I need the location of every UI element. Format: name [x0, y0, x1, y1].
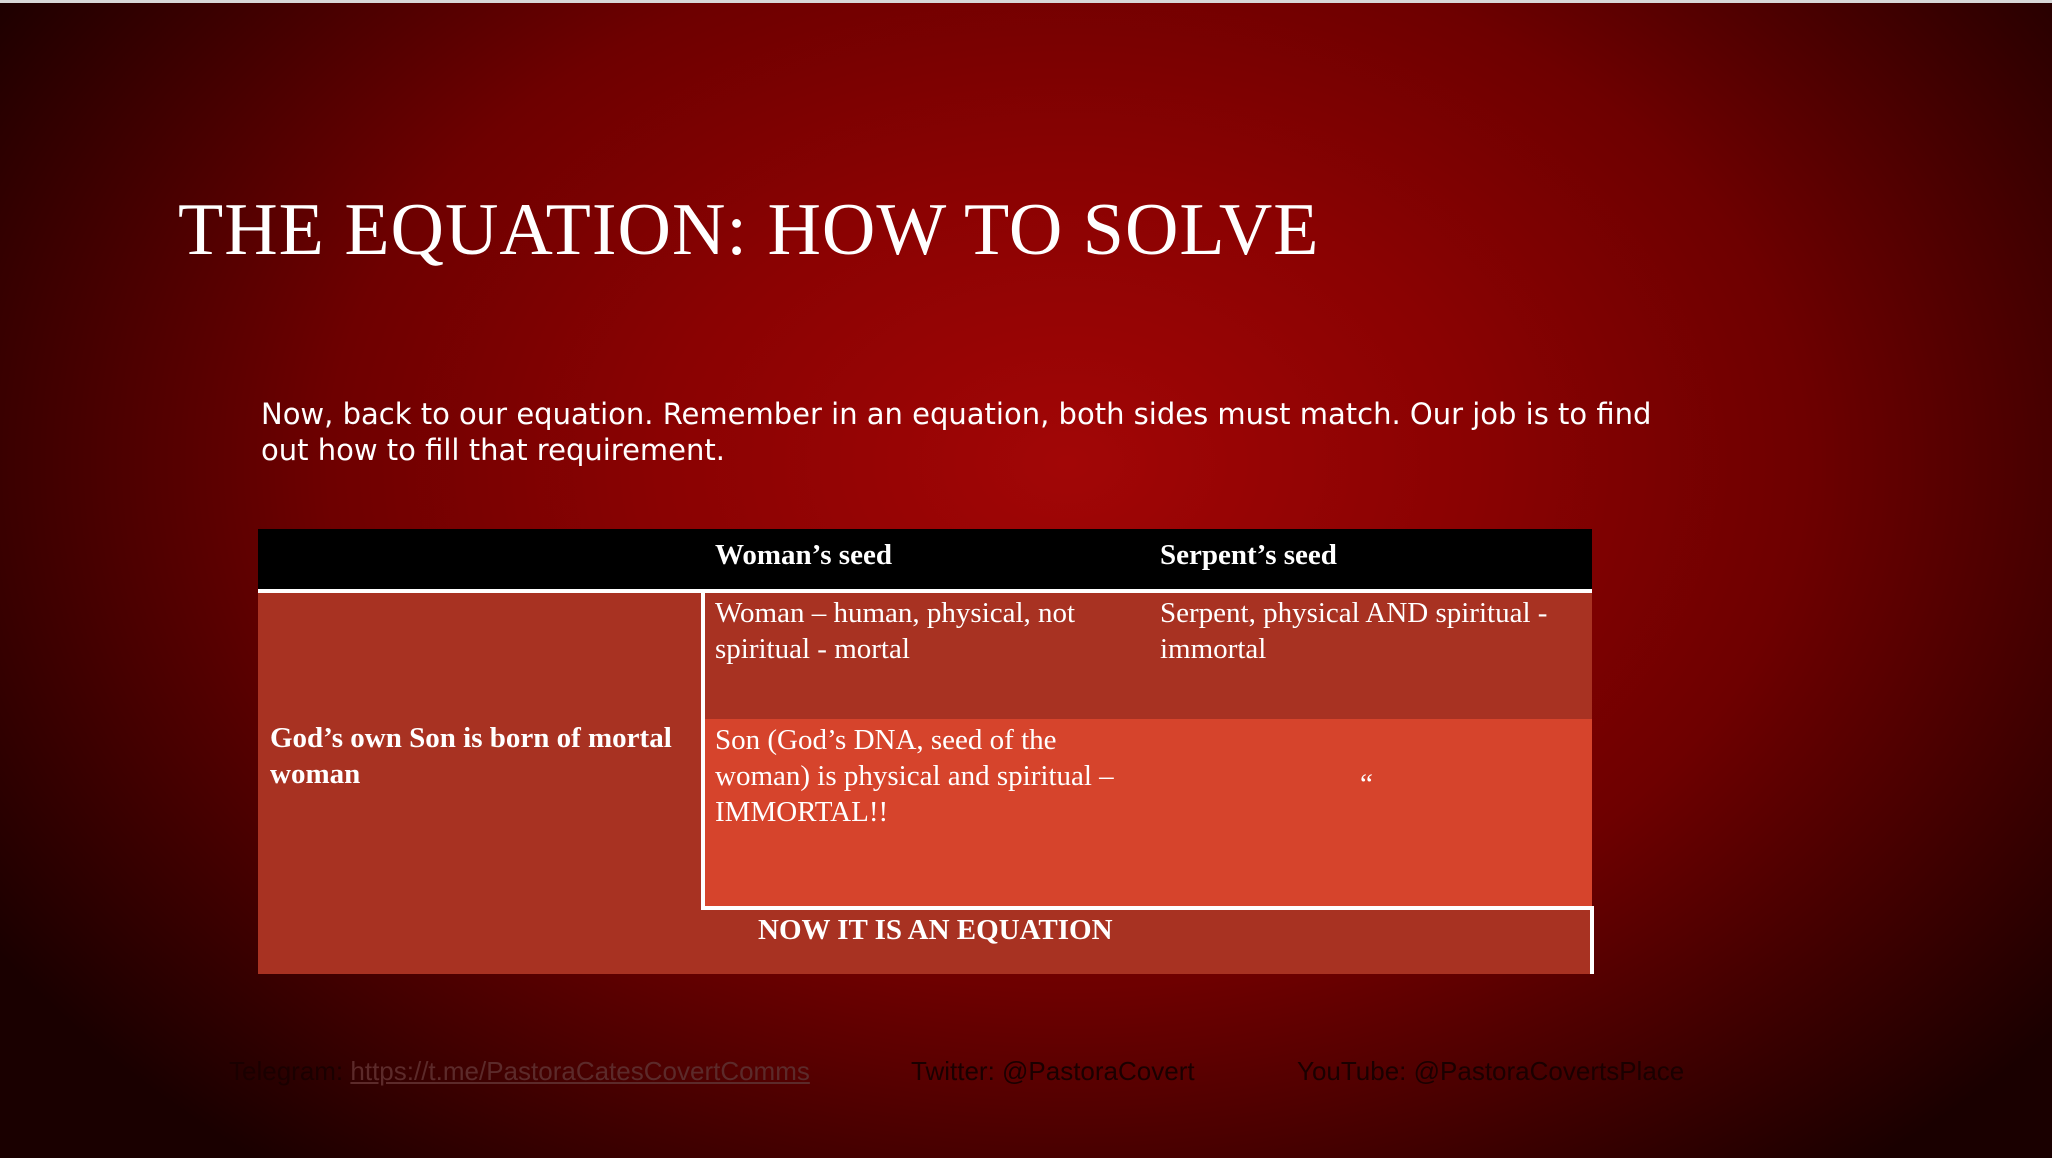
header-womans-seed: Woman’s seed [715, 539, 892, 571]
footer-twitter: Twitter: @PastoraCovert [911, 1056, 1195, 1086]
divider-line-top [258, 589, 1592, 593]
telegram-link[interactable]: https://t.me/PastoraCatesCovertComms [350, 1056, 810, 1086]
divider-line-left [701, 591, 705, 910]
row-label: God’s own Son is born of mortal woman [270, 722, 672, 790]
intro-text: Now, back to our equation. Remember in an equation, both sides must match. Our job is to find out how to fill that requirement. [261, 397, 1652, 467]
table-header-row [258, 529, 1592, 589]
divider-line-bottom [701, 906, 1594, 910]
cell-woman-row2: Son (God’s DNA, seed of the woman) is physical and spiritual – IMMORTAL!! [715, 724, 1114, 828]
cell-serpent-row1: Serpent, physical AND spiritual - immortal [1160, 597, 1548, 665]
telegram-label: Telegram: [229, 1056, 351, 1086]
footer-youtube: YouTube: @PastoraCovertsPlace [1297, 1056, 1685, 1086]
conclusion-text: NOW IT IS AN EQUATION [758, 914, 1113, 946]
top-border [0, 0, 2052, 3]
header-serpents-seed: Serpent’s seed [1160, 539, 1337, 571]
cell-serpent-row2-ditto: “ [1360, 768, 1373, 800]
header-empty-cell [270, 529, 700, 589]
footer-telegram [229, 1056, 810, 1087]
cell-woman-row1: Woman – human, physical, not spiritual - mortal [715, 597, 1076, 665]
divider-line-right [1590, 906, 1594, 974]
slide-title: THE EQUATION: HOW TO SOLVE [178, 189, 1320, 271]
